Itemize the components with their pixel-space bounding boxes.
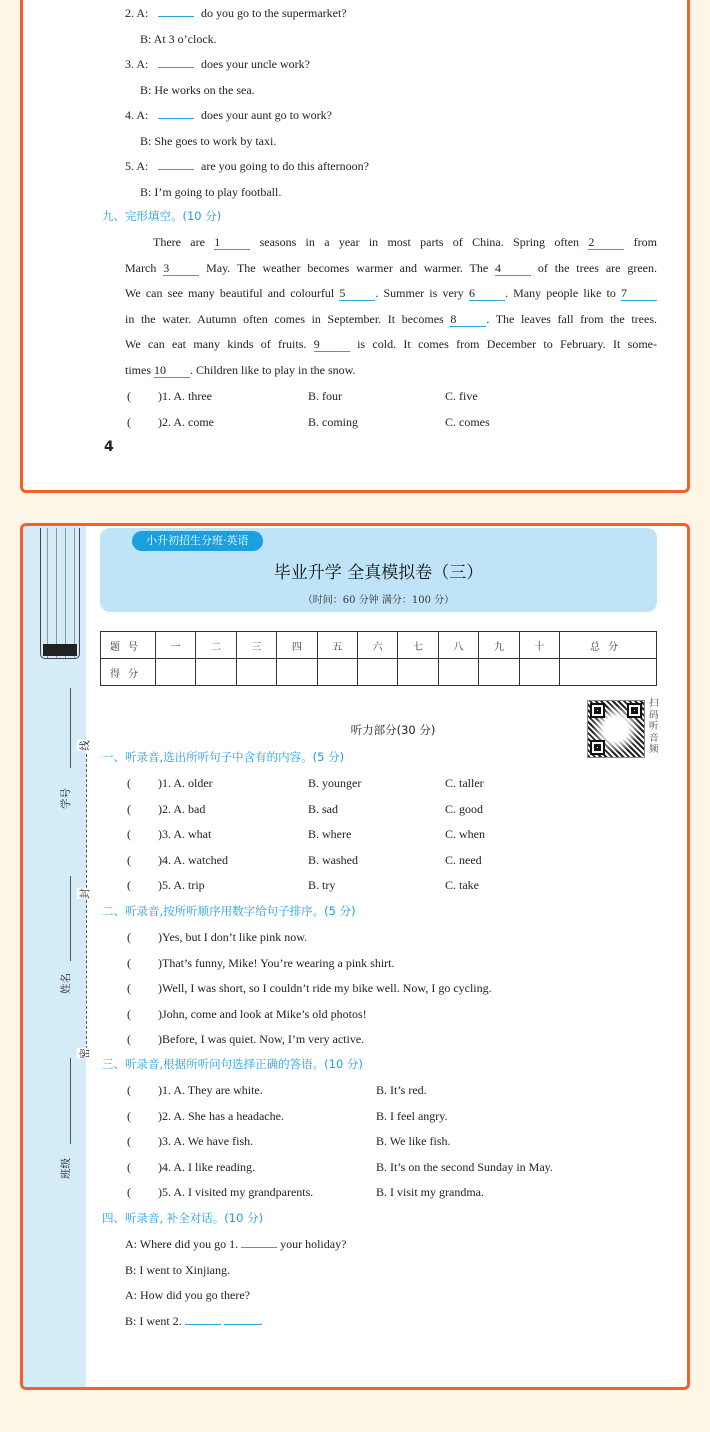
answer-paren[interactable]: ( bbox=[127, 1185, 131, 1200]
section-1-heading: 一、听录音,选出所听句子中含有的内容。(5 分) bbox=[102, 750, 345, 764]
dialogue-line bbox=[125, 1260, 230, 1280]
option-b: B. It’s on the second Sunday in May. bbox=[376, 1159, 553, 1174]
text-segment: B: I went 2. bbox=[125, 1313, 185, 1328]
answer-blank[interactable]: 6 bbox=[469, 286, 505, 301]
score-header-cell: 总分 bbox=[560, 632, 657, 659]
option-b: B. four bbox=[308, 389, 342, 403]
dialog-answer: B: At 3 o’clock. bbox=[140, 31, 217, 46]
text-segment: . bbox=[259, 1313, 263, 1328]
text-segment: . The leaves fall from the trees. bbox=[486, 311, 657, 326]
option-b: B. We like fish. bbox=[376, 1134, 451, 1149]
score-header-cell: 一 bbox=[156, 632, 196, 659]
answer-paren[interactable]: ( bbox=[127, 1159, 131, 1174]
option-c: C. taller bbox=[445, 776, 484, 790]
answer-blank[interactable]: 9 bbox=[314, 337, 350, 352]
score-header-cell: 二 bbox=[196, 632, 236, 659]
option-b: B. coming bbox=[308, 414, 358, 429]
text-segment: March bbox=[125, 260, 164, 275]
score-header-cell: 六 bbox=[357, 632, 397, 659]
question-label: 2. A: bbox=[125, 6, 149, 20]
sentence: )Yes, but I don’t like pink now. bbox=[158, 930, 308, 944]
question-text: are you going to do this afternoon? bbox=[198, 159, 369, 174]
question-label: 5. A: bbox=[125, 159, 149, 174]
answer-paren[interactable]: ( bbox=[127, 1134, 131, 1149]
text-segment: . Summer is very bbox=[375, 286, 469, 301]
option-b: B. sad bbox=[308, 801, 338, 816]
text-segment: . Children like to play in the snow. bbox=[190, 362, 356, 377]
section-2-heading: 二、听录音,按所听顺序用数字给句子排序。(5 分) bbox=[102, 904, 356, 918]
sentence: )That’s funny, Mike! You’re wearing a pink shirt. bbox=[158, 955, 395, 970]
option-c: C. five bbox=[445, 389, 478, 403]
sentence: )Well, I was short, so I couldn’t ride my bike well. Now, I go cycling. bbox=[158, 981, 492, 996]
answer-paren[interactable]: ( bbox=[127, 1083, 131, 1097]
answer-paren[interactable]: ( bbox=[127, 801, 131, 816]
answer-paren[interactable]: ( bbox=[127, 955, 131, 970]
option-a: )4. A. watched bbox=[158, 852, 228, 867]
answer-paren[interactable]: ( bbox=[127, 389, 131, 403]
option-b: B. I visit my grandma. bbox=[376, 1185, 484, 1200]
answer-blank[interactable] bbox=[185, 1324, 221, 1325]
answer-blank[interactable]: 3 bbox=[163, 261, 199, 276]
answer-paren[interactable]: ( bbox=[127, 1006, 131, 1021]
score-row-label: 得分 bbox=[101, 659, 156, 686]
dialog-answer: B: He works on the sea. bbox=[140, 82, 255, 97]
answer-blank[interactable]: 10 bbox=[154, 363, 190, 378]
section-3-heading: 三、听录音,根据所听问句选择正确的答语。(10 分) bbox=[102, 1057, 363, 1071]
section-9-heading: 九、完形填空。(10 分) bbox=[102, 209, 222, 223]
text-segment: We can see many beautiful and colourful bbox=[125, 286, 340, 301]
answer-blank[interactable]: 7 bbox=[621, 286, 657, 301]
text-segment: May. The weather becomes warmer and warmer. The bbox=[199, 260, 496, 275]
text-segment: A: Where did you go 1. bbox=[125, 1237, 242, 1251]
qr-label: 扫码听音频 bbox=[649, 698, 659, 755]
text-segment bbox=[221, 1314, 224, 1328]
text-segment: . Many people like to bbox=[504, 286, 621, 301]
dialog-answer: B: I’m going to play football. bbox=[140, 184, 282, 199]
option-a: )2. A. bad bbox=[158, 801, 206, 816]
dialogue-line bbox=[125, 1285, 250, 1305]
text-segment: We can eat many kinds of fruits. bbox=[125, 337, 314, 352]
option-c: C. take bbox=[445, 878, 479, 893]
seal-mark-seal: 封 bbox=[78, 888, 91, 899]
dialogue-line bbox=[125, 1234, 346, 1254]
text-segment: your holiday? bbox=[277, 1237, 347, 1251]
option-a: )2. A. come bbox=[158, 414, 214, 429]
answer-paren[interactable]: ( bbox=[127, 852, 131, 867]
option-a: )1. A. older bbox=[158, 776, 213, 790]
score-header-cell: 七 bbox=[398, 632, 438, 659]
option-b: B. washed bbox=[308, 852, 358, 867]
section-4-heading: 四、听录音, 补全对话。(10 分) bbox=[102, 1211, 264, 1225]
option-a: )4. A. I like reading. bbox=[158, 1159, 255, 1174]
dialogue-line bbox=[125, 1311, 263, 1331]
option-c: C. when bbox=[445, 827, 485, 842]
option-b: B. I feel angry. bbox=[376, 1108, 448, 1123]
answer-paren[interactable]: ( bbox=[127, 414, 131, 429]
text-segment: of the trees are green. bbox=[531, 260, 658, 275]
answer-paren[interactable]: ( bbox=[127, 1108, 131, 1123]
option-a: )1. A. They are white. bbox=[158, 1083, 263, 1097]
exam-title: 毕业升学 全真模拟卷（三） bbox=[273, 563, 484, 583]
answer-paren[interactable]: ( bbox=[127, 827, 131, 842]
option-b: B. where bbox=[308, 827, 352, 842]
option-c: C. comes bbox=[445, 414, 490, 429]
dialog-answer: B: She goes to work by taxi. bbox=[140, 133, 277, 148]
answer-blank[interactable]: 8 bbox=[450, 312, 486, 327]
option-b: B. try bbox=[308, 878, 336, 893]
answer-paren[interactable]: ( bbox=[127, 930, 131, 944]
score-header-cell: 题号 bbox=[101, 632, 156, 659]
series-badge: 小升初招生分班·英语 bbox=[132, 531, 263, 551]
class-label: 班级 bbox=[60, 1158, 72, 1179]
option-a: )3. A. We have fish. bbox=[158, 1134, 254, 1149]
score-header-cell: 九 bbox=[479, 632, 519, 659]
score-header-cell: 八 bbox=[438, 632, 478, 659]
answer-blank[interactable]: 5 bbox=[339, 286, 375, 301]
seal-mark-close: 密 bbox=[78, 1048, 91, 1059]
option-b: B. It’s red. bbox=[376, 1083, 427, 1097]
text-segment: B: I went to Xinjiang. bbox=[125, 1262, 230, 1277]
text-segment: There are bbox=[153, 235, 215, 249]
score-header-cell: 五 bbox=[317, 632, 357, 659]
question-label: 3. A: bbox=[125, 57, 149, 72]
option-a: )5. A. trip bbox=[158, 878, 205, 893]
option-b: B. younger bbox=[308, 776, 362, 790]
student-no-label: 学号 bbox=[60, 788, 72, 809]
score-header-cell: 四 bbox=[277, 632, 317, 659]
text-segment: seasons in a year in most parts of China. Spring often bbox=[250, 235, 589, 249]
text-segment: in the water. Autumn often comes in September. It becomes bbox=[125, 311, 451, 326]
question-text: do you go to the supermarket? bbox=[198, 6, 347, 20]
option-a: )2. A. She has a headache. bbox=[158, 1108, 284, 1123]
question-label: 4. A: bbox=[125, 108, 149, 123]
text-segment: A: How did you go there? bbox=[125, 1288, 250, 1303]
score-header-cell: 十 bbox=[519, 632, 559, 659]
answer-blank[interactable]: 2 bbox=[588, 235, 624, 250]
option-c: C. good bbox=[445, 801, 484, 816]
answer-blank[interactable] bbox=[224, 1324, 260, 1325]
answer-paren[interactable]: ( bbox=[127, 981, 131, 996]
score-header-cell: 三 bbox=[236, 632, 276, 659]
answer-blank[interactable]: 1 bbox=[214, 235, 250, 250]
sentence: )John, come and look at Mike’s old photos! bbox=[158, 1006, 367, 1021]
option-a: )3. A. what bbox=[158, 827, 212, 842]
name-label: 姓名 bbox=[60, 973, 72, 994]
answer-paren[interactable]: ( bbox=[127, 1032, 131, 1047]
text-segment: times bbox=[125, 362, 154, 377]
seal-mark-line: 线 bbox=[78, 740, 91, 751]
sentence: )Before, I was quiet. Now, I’m very active. bbox=[158, 1032, 365, 1047]
question-text: does your uncle work? bbox=[198, 57, 310, 72]
option-a: )1. A. three bbox=[158, 389, 212, 403]
answer-blank[interactable] bbox=[241, 1247, 277, 1248]
question-text: does your aunt go to work? bbox=[198, 108, 332, 123]
answer-blank[interactable]: 4 bbox=[495, 261, 531, 276]
page-number: 4 bbox=[104, 439, 114, 455]
answer-paren[interactable]: ( bbox=[127, 776, 131, 790]
text-segment: is cold. It comes from December to February. It some- bbox=[349, 337, 657, 352]
exam-time-score: （时间：60 分钟 满分：100 分） bbox=[302, 595, 455, 606]
answer-paren[interactable]: ( bbox=[127, 878, 131, 893]
listening-section-title: 听力部分(30 分) bbox=[350, 723, 436, 737]
option-c: C. need bbox=[445, 852, 482, 867]
text-segment: from bbox=[624, 235, 657, 249]
option-a: )5. A. I visited my grandparents. bbox=[158, 1185, 314, 1200]
